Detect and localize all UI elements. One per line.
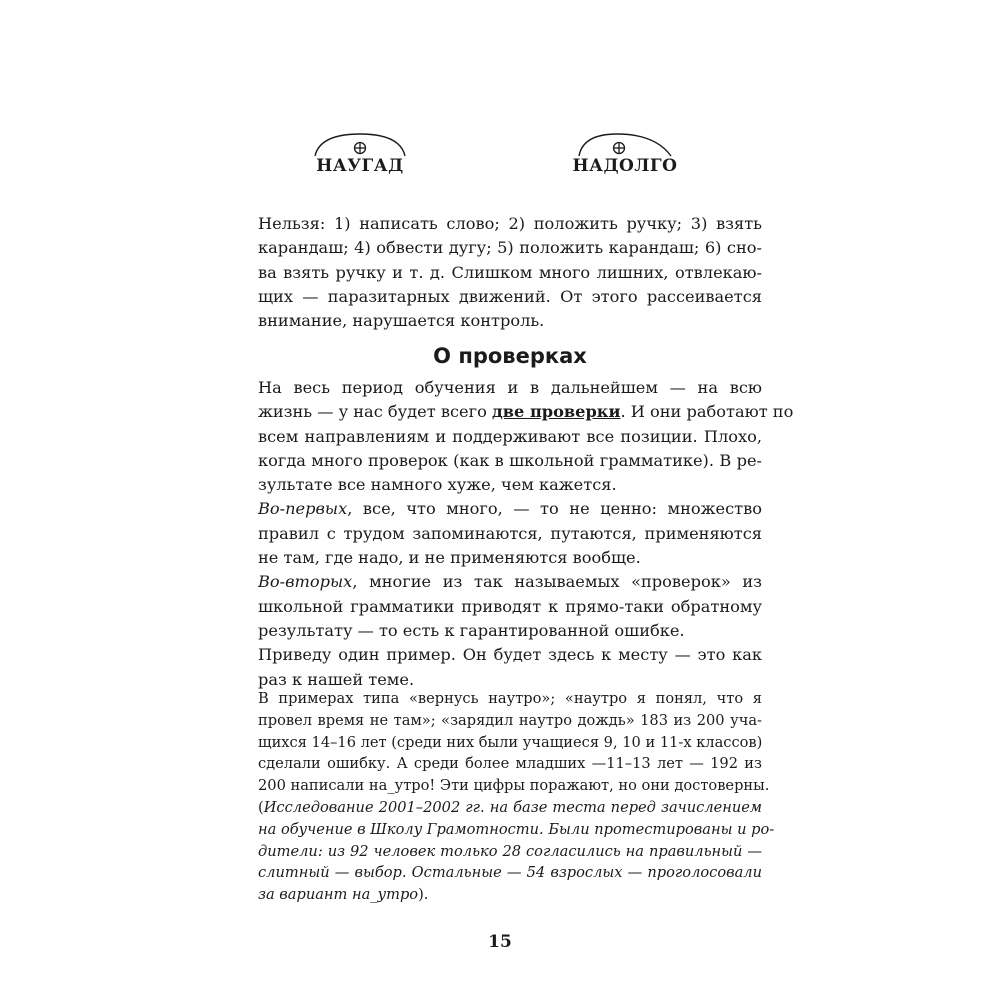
note-line (258, 862, 762, 884)
text-line: Нельзя: 1) написать слово; 2) положить ручку; 3) взять (258, 214, 762, 233)
text-line: школьной грамматики приводят к прямо-таки обратному (258, 596, 762, 616)
italic-research: Исследование 2001–2002 гг. на базе теста перед зачислением (263, 798, 762, 816)
note-line (258, 797, 762, 819)
note-line: щихся 14–16 лет (среди них были учащиеся 9, 10 и 11-х классов) (258, 733, 763, 751)
page-number: 15 (488, 932, 512, 952)
note-line (258, 819, 775, 841)
text-line: всем направлениям и поддерживают все позиции. Плохо, (258, 426, 762, 446)
italic-secondly: Во-вторых (258, 572, 353, 592)
text-line: карандаш; 4) обвести дугу; 5) положить карандаш; 6) сно- (258, 238, 762, 258)
research-note (258, 688, 775, 906)
text-line: результату — то есть к гарантированной ошибке. (258, 620, 685, 640)
spelling-examples (300, 128, 700, 188)
note-line (258, 884, 762, 906)
text-fragment: , многие из так называемых «проверок» из (352, 572, 762, 592)
text-line: когда много проверок (как в школьной грамматике). В ре- (258, 450, 762, 470)
text-line (258, 400, 794, 424)
text-fragment: жизнь — у нас будет всего (258, 402, 492, 422)
text-fragment: ). (418, 886, 429, 904)
word-nadolgo: НАДОЛГО (572, 156, 678, 176)
note-line (258, 841, 762, 863)
word-example-left (300, 128, 420, 176)
arc-icon (575, 128, 675, 158)
note-line: В примерах типа «вернусь наутро»; «наутро я понял, что я (258, 690, 762, 707)
paragraph-forbidden-actions (258, 212, 762, 333)
note-line: сделали ошибку. А среди более младших —11–13 лет — 192 из (258, 755, 762, 773)
main-text (258, 376, 794, 692)
emphasis-two-checks: две проверки (491, 402, 621, 422)
italic-research: за вариант на_утро (258, 886, 419, 904)
word-example-right (570, 128, 680, 176)
text-fragment: . И они работают по (620, 402, 794, 422)
text-fragment: , все, что много, — то не ценно: множество (347, 499, 762, 519)
italic-firstly: Во-первых (258, 499, 348, 519)
arc-icon (310, 128, 410, 158)
text-line: внимание, нарушается контроль. (258, 311, 545, 331)
text-line (258, 570, 762, 594)
text-line: не там, где надо, и не применяются вообще. (258, 548, 641, 568)
italic-research: слитный — выбор. Остальные — 54 взрослых — проголосовали (258, 864, 762, 882)
italic-research: на обучение в Школу Грамотности. Были протестированы и ро- (258, 820, 775, 838)
text-line: ва взять ручку и т. д. Слишком много лишних, отвлекаю- (258, 262, 762, 282)
section-heading: О проверках (433, 344, 587, 368)
text-line: правил с трудом запоминаются, путаются, применяются (258, 523, 762, 543)
text-line: На весь период обучения и в дальнейшем — на всю (258, 378, 762, 397)
note-line: провел время не там»; «зарядил наутро дождь» 183 из 200 уча- (258, 711, 762, 729)
text-line: раз к нашей теме. (258, 669, 415, 689)
text-fragment: ( (258, 798, 264, 816)
note-line: 200 написали на_утро! Эти цифры поражают, но они достоверны. (258, 777, 770, 795)
text-line: щих — паразитарных движений. От этого рассеивается (258, 286, 762, 306)
text-line (258, 497, 762, 521)
text-line: зультате все намного хуже, чем кажется. (258, 475, 617, 495)
word-naugad: НАУГАД (316, 156, 404, 176)
italic-research: дители: из 92 человек только 28 согласились на правильный — (258, 842, 762, 860)
text-line: Приведу один пример. Он будет здесь к месту — это как (258, 645, 762, 665)
